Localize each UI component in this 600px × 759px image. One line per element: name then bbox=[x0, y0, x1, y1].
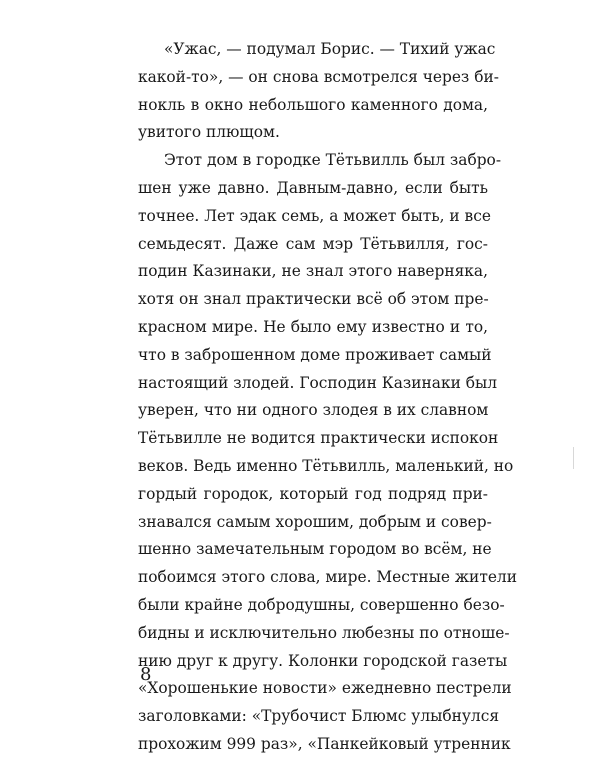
text-line: шен уже давно. Давным-давно, если быть bbox=[138, 178, 488, 197]
text-line: что в заброшенном доме проживает самый bbox=[138, 345, 492, 364]
text-line: были крайне добродушны, совершенно безо- bbox=[138, 595, 505, 614]
text-line: уверен, что ни одного злодея в их славном bbox=[138, 401, 489, 420]
text-line: подин Казинаки, не знал этого наверняка, bbox=[138, 262, 488, 281]
text-line: точнее. Лет эдак семь, а может быть, и все bbox=[138, 206, 491, 225]
text-line: хотя он знал практически всё об этом пре- bbox=[138, 290, 489, 309]
text-line: Этот дом в городке Тётьвилль был забро- bbox=[164, 151, 502, 170]
text-line: семьдесят. Даже сам мэр Тётьвилля, гос- bbox=[138, 234, 488, 253]
text-line: настоящий злодей. Господин Казинаки был bbox=[138, 373, 498, 392]
text-line: шенно замечательным городом во всём, не bbox=[138, 540, 492, 559]
text-line: веков. Ведь именно Тётьвилль, маленький, но bbox=[138, 456, 514, 475]
body-text bbox=[138, 36, 517, 759]
text-line: нокль в окно небольшого каменного дома, bbox=[138, 95, 488, 114]
text-line: гордый городок, который год подряд при- bbox=[138, 484, 488, 503]
text-line: заголовками: «Трубочист Блюмс улыбнулся bbox=[138, 707, 500, 726]
text-line: прохожим 999 раз», «Панкейковый утренник bbox=[138, 734, 511, 753]
text-line: какой-то», — он снова всмотрелся через би- bbox=[138, 67, 499, 86]
text-line: «Ужас, — подумал Борис. — Тихий ужас bbox=[164, 40, 496, 58]
text-line: знавался самым хорошим, добрым и совер- bbox=[138, 512, 492, 531]
page-number: 8 bbox=[140, 664, 152, 685]
margin-mark bbox=[573, 447, 574, 469]
text-line: Тётьвилле не водится практически испокон bbox=[138, 429, 499, 448]
text-line: нию друг к другу. Колонки городской газеты bbox=[138, 651, 508, 670]
text-line: бидны и исключительно любезны по отноше- bbox=[138, 623, 510, 642]
text-line: побоимся этого слова, мире. Местные жители bbox=[138, 568, 517, 587]
text-line: увитого плющом. bbox=[138, 123, 280, 142]
text-line: «Хорошенькие новости» ежедневно пестрели bbox=[138, 679, 512, 698]
text-line: красном мире. Не было ему известно и то, bbox=[138, 317, 488, 336]
